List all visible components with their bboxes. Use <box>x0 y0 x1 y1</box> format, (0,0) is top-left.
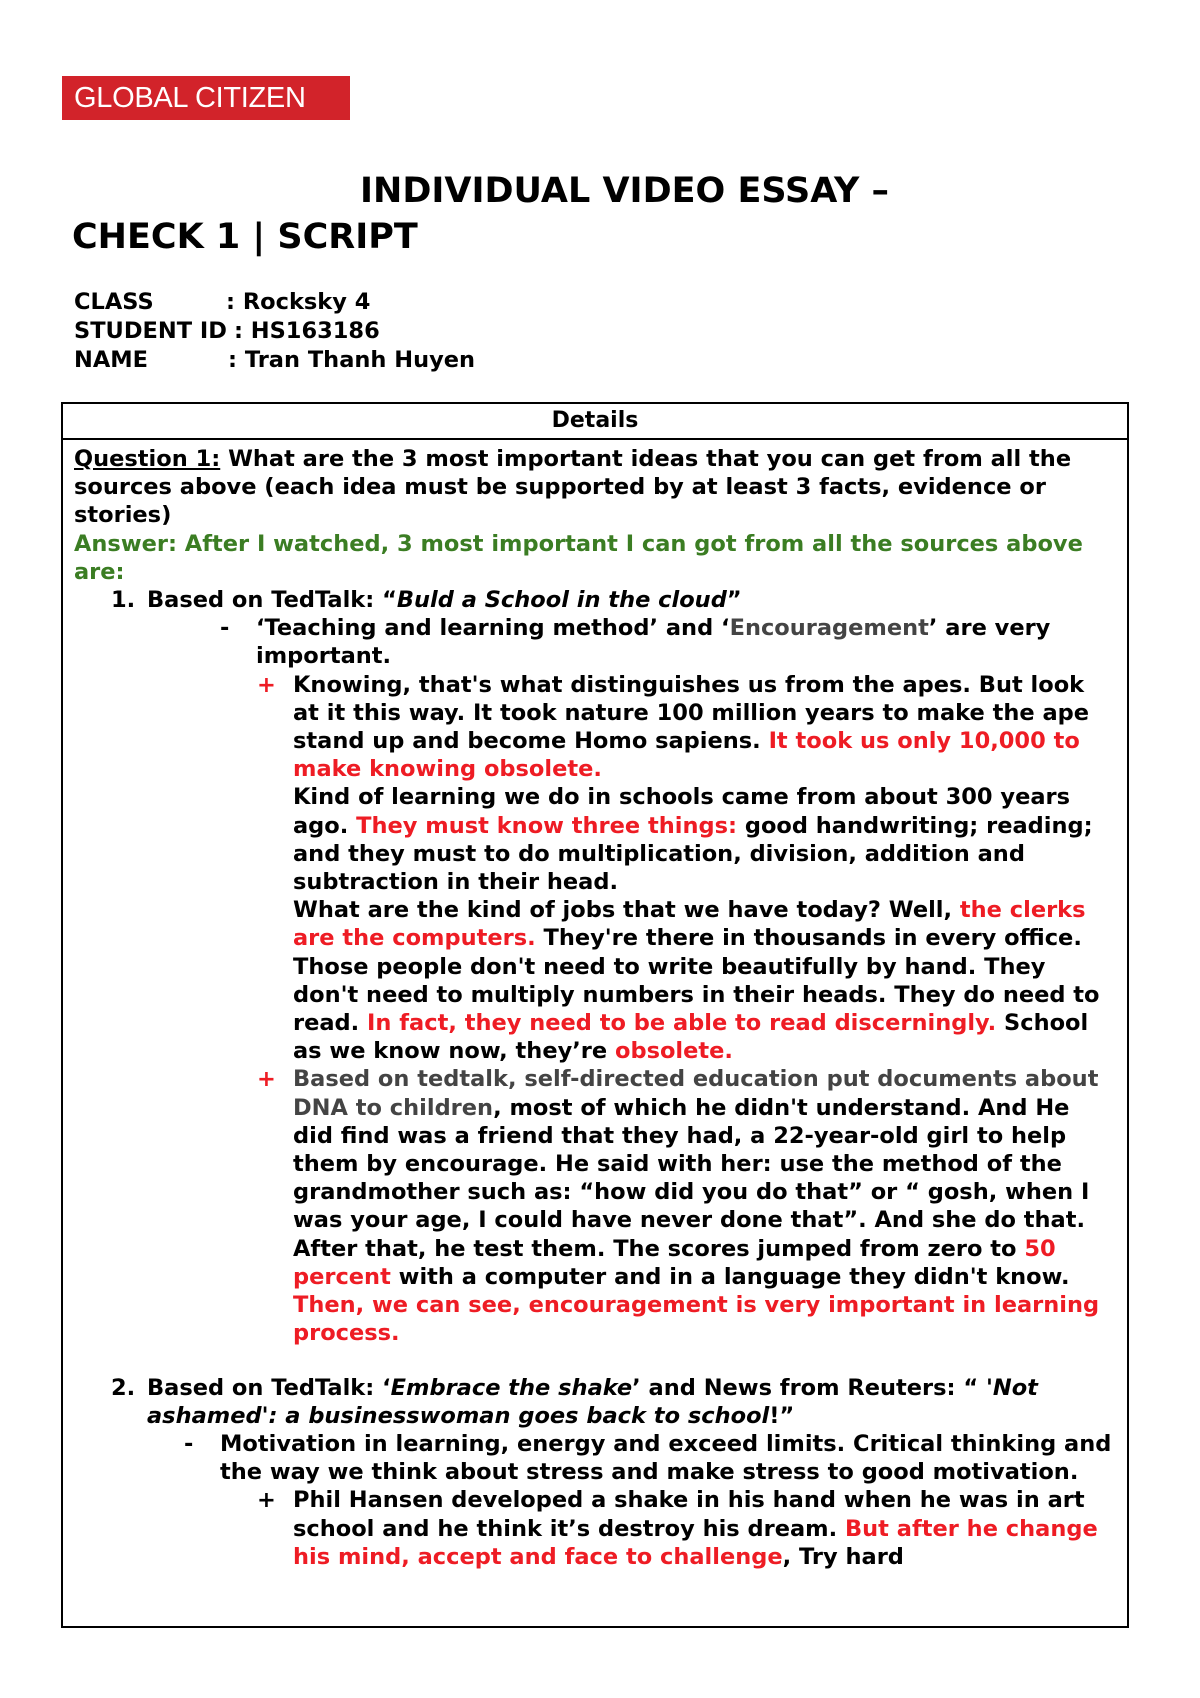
item2-p1-c: , Try hard <box>782 1543 904 1570</box>
table-header: Details <box>63 404 1127 440</box>
list-number: 2. <box>111 1374 136 1401</box>
class-value: : Rocksky 4 <box>226 289 371 315</box>
title-line-1: INDIVIDUAL VIDEO ESSAY – <box>360 171 889 211</box>
details-table <box>61 402 1129 1628</box>
plus-text <box>293 1486 1117 1571</box>
global-citizen-logo: GLOBAL CITIZEN <box>62 76 350 120</box>
dash-text: Motivation in learning, energy and exceed limits. Critical thinking and the way we think about stress and make stress to good motivation. <box>220 1430 1112 1486</box>
p1-h: They're there in thousands in every office. Those people don't need to write beautifully by hand. They don't need to multiply numbers in their heads. They do need to read. <box>293 925 1100 1037</box>
plus-text <box>293 1065 1117 1347</box>
p2-b: , most of which he didn't understand. And He did find was a friend that they had, a 22-year-old girl to help them by encourage. He said with her: use the method of the grandmother such as: “how did you do that” or “ gosh, when I was your age, I could have never done that”. And she do that. After that, he test them. The scores jumped from zero to <box>293 1094 1090 1262</box>
item2-a: Based on TedTalk: ‘ <box>147 1374 391 1401</box>
p2-d: with a computer and in a language they didn't know. <box>390 1263 1070 1290</box>
item2-p1-a: Phil Hansen developed a shake in his hand when he was in art school and he think it’s destroy his dream. <box>293 1487 1085 1542</box>
student-id-row <box>74 317 475 346</box>
question-1 <box>74 445 1117 530</box>
list-item-title <box>147 586 742 614</box>
class-label: CLASS <box>74 289 154 315</box>
class-row <box>74 288 475 317</box>
dash-marker: - <box>184 1430 194 1457</box>
p1-i: In fact, they need to be able to read discerningly. <box>367 1010 997 1037</box>
title-line-2: CHECK 1 | SCRIPT <box>72 217 418 257</box>
p2-c: 50 percent <box>293 1235 1056 1290</box>
item2-b: Embrace the shake <box>390 1374 633 1401</box>
dash-point <box>220 614 1117 670</box>
p1-f: What are the kind of jobs that we have today? Well, <box>293 897 960 924</box>
item1-suffix: ” <box>726 587 742 614</box>
p2-a: Based on tedtalk, self-directed education put documents about DNA to children <box>293 1066 1099 1121</box>
list-item-1 <box>111 586 1117 614</box>
p1-c: Kind of learning we do in schools came from about 300 years ago. <box>293 784 1070 839</box>
dash-text-a: ‘Teaching and learning method’ and ‘ <box>256 615 730 642</box>
item2-d: Not ashamed': a businesswoman goes back to school <box>147 1374 1038 1429</box>
question-label: Question 1: <box>74 446 221 472</box>
list-number: 1. <box>111 587 136 614</box>
item2-e: !” <box>769 1402 795 1429</box>
student-info <box>74 288 475 375</box>
list-item-title <box>147 1374 1117 1430</box>
item1-prefix: Based on TedTalk: “ <box>147 587 397 614</box>
plus-point <box>257 671 1117 1066</box>
dash-marker: - <box>220 615 230 642</box>
p1-g: the clerks are the computers. <box>293 897 1086 952</box>
item2-p1-b: But after he change his mind, accept and face to challenge <box>293 1515 1098 1570</box>
p2-e: Then, we can see, encouragement is very important in learning process. <box>293 1292 1100 1347</box>
p1-k: obsolete. <box>615 1038 733 1065</box>
item2-c: ’ and News from Reuters: “ ' <box>632 1374 993 1401</box>
p1-j: School as we know now, they’re <box>293 1010 1089 1065</box>
student-id-label: STUDENT ID <box>74 318 227 344</box>
table-cell <box>63 440 1127 1571</box>
answer-intro: Answer: After I watched, 3 most important I can got from all the sources above are: <box>74 530 1083 585</box>
name-value: : Tran Thanh Huyen <box>228 347 476 373</box>
plus-text <box>293 671 1117 1066</box>
p1-b: It took us only 10,000 to make knowing obsolete. <box>293 728 1080 783</box>
plus-marker: + <box>257 1487 276 1514</box>
page-title <box>72 168 1152 260</box>
p1-d: They must know three things: <box>356 812 737 839</box>
dash-text-c: ’ are very important. <box>256 615 1051 670</box>
question-text: What are the 3 most important ideas that you can get from all the sources above (each idea must be supported by at least 3 facts, evidence or stories) <box>74 446 1072 529</box>
dash-text <box>256 614 1117 670</box>
p1-e: good handwriting; reading; and they must to do multiplication, division, addition and subtraction in their head. <box>293 812 1093 896</box>
item1-italic: Buld a School in the cloud <box>396 587 727 614</box>
dash-point <box>184 1430 1117 1486</box>
dash-text-b: Encouragement <box>729 615 929 642</box>
plus-point <box>257 1065 1117 1347</box>
student-id-value: : HS163186 <box>233 318 380 344</box>
plus-marker: + <box>257 1066 276 1093</box>
name-row <box>74 346 475 375</box>
plus-marker: + <box>257 671 276 698</box>
plus-point <box>257 1486 1117 1571</box>
name-label: NAME <box>74 347 149 373</box>
list-item-2 <box>111 1374 1117 1430</box>
p1-a: Knowing, that's what distinguishes us from the apes. But look at it this way. It took nature 100 million years to make the ape stand up and become Homo sapiens. <box>293 671 1090 755</box>
